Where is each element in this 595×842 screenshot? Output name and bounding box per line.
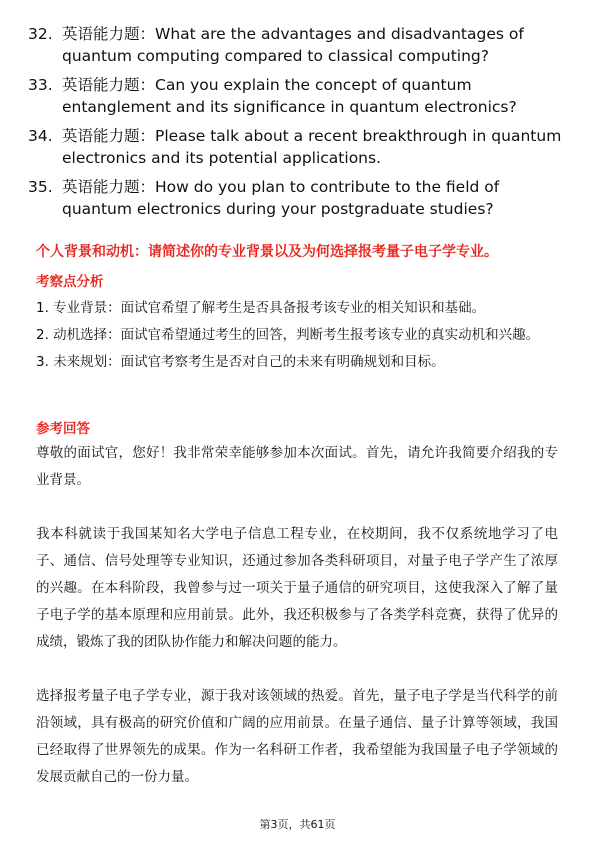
answer-paragraph: 选择报考量子电子学专业，源于我对该领域的热爱。首先，量子电子学是当代科学的前沿领域，具有极高的研究价值和广阔的应用前景。在量子通信、量子计算等领域，我国已经取得了世界领先的成果。作为一名科研工作者，我希望能为我国量子电子学领域的发展贡献自己的一份力量。 [36, 688, 558, 785]
answer-paragraph: 尊敬的面试官，您好！我非常荣幸能够参加本次面试。首先，请允许我简要介绍我的专业背景。 [36, 445, 558, 488]
question-number: 34. [28, 127, 53, 145]
section-heading: 个人背景和动机：请简述你的专业背景以及为何选择报考量子电子学专业。 [36, 244, 498, 260]
page-footer: 第3页，共61页 [259, 818, 336, 831]
question-number: 32. [28, 25, 53, 43]
question-list [28, 24, 568, 228]
analysis-item: 3. 未来规划：面试官考察考生是否对自己的未来有明确规划和目标。 [36, 354, 445, 370]
analysis-title: 考察点分析 [36, 274, 104, 290]
analysis-list [36, 295, 556, 376]
analysis-item: 1. 专业背景：面试官希望了解考生是否具备报考该专业的相关知识和基础。 [36, 300, 486, 316]
question-item [28, 177, 568, 220]
answer-body [36, 440, 558, 818]
question-item [28, 24, 568, 67]
question-text: 英语能力题：Please talk about a recent breakthrough in quantum electronics and its potential applications. [62, 127, 562, 167]
question-item [28, 75, 568, 118]
answer-paragraph: 我本科就读于我国某知名大学电子信息工程专业，在校期间，我不仅系统地学习了电子、通信、信号处理等专业知识，还通过参加各类科研项目，对量子电子学产生了浓厚的兴趣。在本科阶段，我曾参与过一项关于量子通信的研究项目，这使我深入了解了量子电子学的基本原理和应用前景。此外，我还积极参与了各类学科竞赛，获得了优异的成绩，锻炼了我的团队协作能力和解决问题的能力。 [36, 526, 558, 650]
question-text: 英语能力题：How do you plan to contribute to the field of quantum electronics during your postgraduate studies? [62, 178, 500, 218]
answer-title: 参考回答 [36, 421, 90, 437]
question-number: 33. [28, 76, 53, 94]
question-item [28, 126, 568, 169]
analysis-item: 2. 动机选择：面试官希望通过考生的回答，判断考生报考该专业的真实动机和兴趣。 [36, 327, 540, 343]
question-number: 35. [28, 178, 53, 196]
question-text: 英语能力题：What are the advantages and disadvantages of quantum computing compared to classical computing? [62, 25, 524, 65]
question-text: 英语能力题：Can you explain the concept of quantum entanglement and its significance in quantum electronics? [62, 76, 517, 116]
